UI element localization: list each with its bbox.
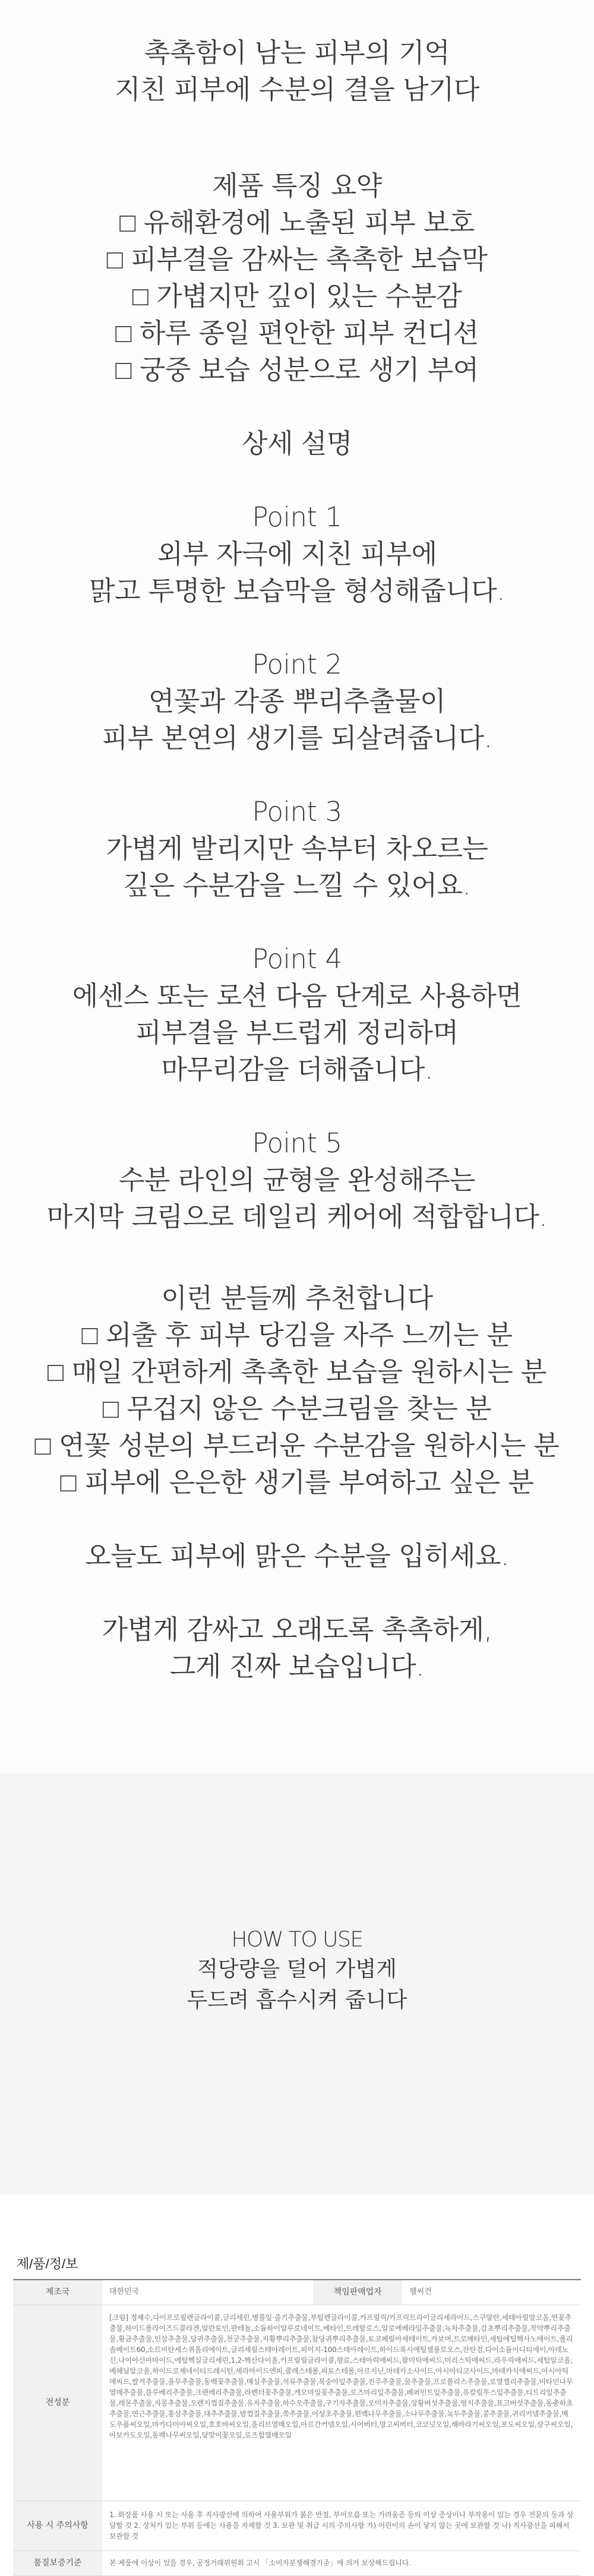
closing-line: 그게 진짜 보습입니다. xyxy=(169,1651,425,1682)
point-title: Point 1 xyxy=(252,501,342,533)
recommend-item: □ 무겁지 않은 수분크림을 찾는 분 xyxy=(102,1393,492,1424)
closing-line: 가볍게 감싸고 오래도록 촉촉하게, xyxy=(102,1614,492,1645)
details-section xyxy=(0,425,594,1235)
recommend-item: □ 피부에 은은한 생기를 부여하고 싶은 분 xyxy=(60,1466,534,1498)
point-line: 깊은 수분감을 느낄 수 있어요. xyxy=(123,870,471,901)
table-row xyxy=(13,2501,581,2550)
recommend-item: □ 연꽃 성분의 부드러운 수분감을 원하시는 분 xyxy=(34,1430,560,1461)
origin-label: 제조국 xyxy=(13,2280,102,2305)
how-to-use-line: 두드려 흡수시켜 줍니다 xyxy=(187,1988,407,2012)
point-line: 외부 자극에 지친 피부에 xyxy=(157,538,437,570)
point-line: 가볍게 발리지만 속부터 차오르는 xyxy=(106,833,488,864)
recommend-heading: 이런 분들께 추천합니다 xyxy=(161,1282,433,1314)
point-line: 피부결을 부드럽게 정리하며 xyxy=(135,1017,459,1048)
point-line: 마무리감을 더해줍니다. xyxy=(161,1054,433,1085)
details-heading: 상세 설명 xyxy=(242,428,352,459)
recommend-section xyxy=(0,1280,594,1501)
origin-value: 대한민국 xyxy=(102,2280,313,2305)
point-line: 피부 본연의 생기를 되살려줍니다. xyxy=(102,722,492,754)
responsible-value: 웰씨건 xyxy=(402,2280,581,2305)
caution-label: 사용 시 주의사항 xyxy=(13,2501,102,2550)
table-row xyxy=(13,2305,581,2501)
standard-label: 품질보증기준 xyxy=(13,2550,102,2575)
point-line: 맑고 투명한 보습막을 형성해줍니다. xyxy=(89,575,505,606)
point-block xyxy=(0,646,594,757)
point-block xyxy=(0,941,594,1088)
point-block xyxy=(0,1125,594,1235)
how-to-use-title: HOW TO USE xyxy=(231,1927,363,1952)
caution-value: 1. 화장품 사용 시 또는 사용 후 직사광선에 의하여 사용부위가 붉은 반점, 부어오름 또는 가려움증 등의 이상 증상이나 부작용이 있는 경우 전문의 등과 상담할 것 2. 상처가 있는 부위 등에는 사용을 자제할 것 3. 보관 및 취급 시의 주의사항 가) 어린이의 손이 닿지 않는 곳에 보관할 것 나) 직사광선을 피해서 보관할 것 xyxy=(102,2501,581,2550)
intro-line: 지친 피부에 수분의 결을 남기다 xyxy=(115,74,479,105)
point-title: Point 2 xyxy=(252,649,342,680)
feature-item: □ 궁중 보습 성분으로 생기 부여 xyxy=(115,354,479,385)
intro-line: 촉촉함이 남는 피부의 기억 xyxy=(144,37,450,68)
point-block xyxy=(0,499,594,609)
recommend-item: □ 외출 후 피부 당김을 자주 느끼는 분 xyxy=(81,1319,513,1351)
table-row xyxy=(13,2280,581,2305)
point-line: 수분 라인의 균형을 완성해주는 xyxy=(118,1164,476,1196)
feature-item: □ 유해환경에 노출된 피부 보호 xyxy=(119,207,475,238)
feature-item: □ 피부결을 감싸는 촉촉한 보습막 xyxy=(106,244,488,275)
closing-line: 오늘도 피부에 맑은 수분을 입히세요. xyxy=(85,1540,509,1572)
point-line: 마지막 크림으로 데일리 케어에 적합합니다. xyxy=(46,1201,548,1232)
point-title: Point 3 xyxy=(252,796,342,827)
point-title: Point 5 xyxy=(252,1127,342,1159)
intro-copy xyxy=(0,34,594,108)
how-to-use-section xyxy=(0,1773,594,2195)
point-title: Point 4 xyxy=(252,943,342,975)
recommend-item: □ 매일 간편하게 촉촉한 보습을 원하시는 분 xyxy=(48,1356,546,1387)
table-row xyxy=(13,2550,581,2575)
ingredients-label: 전성분 xyxy=(13,2305,102,2501)
ingredients-value: [크림] 정제수,다이프로필렌글라이콜,글리세린,병풀잎·줄기추출물,부틸렌글라이콜,카프릴릭/카프릭트라이글리세라이드,스쿠알란,세테아릴알코올,연꽃추출물,하이드롤라이즈드콜라겐,알란토인,판테놀,소듐하이알루로네이트,베타인,트레할로스,알로에베라잎추출물,녹차추출물,감초뿌리추출물,작약뿌리추출물,황금추출물,인삼추출물,당귀추출물,천궁추출물,지황뿌리추출물,참당귀뿌리추출물,토코페릴아세테이트,카보머,트로메타민,세틸에틸헥사노에이트,폴리솔베이트60,소르비탄세스퀴올리에이트,글리세릴스테아레이트,피이지-100스테아레이트,하이드록시에틸셀룰로오스,잔탄검,다이소듐이디티에이,아데노신,나이아신아마이드,에틸헥실글리세린,1,2-헥산다이올,카프릴릴글라이콜,향료,스테아릭애씨드,팔미틱애씨드,미리스틱애씨드,라우릭애씨드,세틸알코올,베헤닐알코올,하이드로제네이티드레시틴,세라마이드엔피,콜레스테롤,피토스테롤,아르지닌,마데카소사이드,아시아티코사이드,마데카식애씨드,아시아틱애씨드,쌀겨추출물,율무추출물,동백꽃추출물,매실추출물,석류추출물,복숭아잎추출물,진주추출물,꿀추출물,프로폴리스추출물,로열젤리추출물,비타민나무열매추출물,블루베리추출물,크랜베리추출물,라벤더꽃추출물,캐모마일꽃추출물,로즈마리잎추출물,페퍼민트잎추출물,유칼립투스잎추출물,티트리잎추출물,레몬추출물,자몽추출물,오렌지껍질추출물,유자추출물,하수오추출물,구기자추출물,오미자추출물,상황버섯추출물,영지추출물,표고버섯추출물,동충하초추출물,연근추출물,홍삼추출물,대추추출물,밤껍질추출물,쑥추출물,어성초추출물,편백나무추출물,소나무추출물,녹두추출물,콩추출물,귀리커넬추출물,메도우폼씨오일,마카다미아씨오일,호호바씨오일,올리브열매오일,아르간커넬오일,시어버터,망고씨버터,코코넛오일,해바라기씨오일,포도씨오일,살구씨오일,아보카도오일,동백나무씨오일,달맞이꽃오일,로즈힙열매오일 xyxy=(102,2305,581,2501)
responsible-label: 책임판매업자 xyxy=(313,2280,402,2305)
feature-item: □ 하루 종일 편안한 피부 컨디션 xyxy=(115,317,479,349)
how-to-use-line: 적당량을 덜어 가볍게 xyxy=(197,1957,397,1981)
closing-copy xyxy=(0,1538,594,1685)
feature-heading: 제품 특징 요약 xyxy=(212,170,382,201)
standard-value: 본 제품에 이상이 있을 경우, 공정거래위원회 고시 「소비자분쟁해결기준」에 의거 보상해드립니다. xyxy=(102,2550,581,2575)
feature-item: □ 가볍지만 깊이 있는 수분감 xyxy=(132,280,462,312)
point-line: 에센스 또는 로션 다음 단계로 사용하면 xyxy=(72,980,522,1012)
feature-summary xyxy=(0,167,594,388)
product-info-title: 제/품/정/보 xyxy=(17,2256,78,2271)
product-info-table xyxy=(13,2279,581,2576)
point-block xyxy=(0,794,594,904)
product-info-section xyxy=(0,2195,594,2576)
point-line: 연꽃과 각종 뿌리추출물이 xyxy=(148,685,446,717)
